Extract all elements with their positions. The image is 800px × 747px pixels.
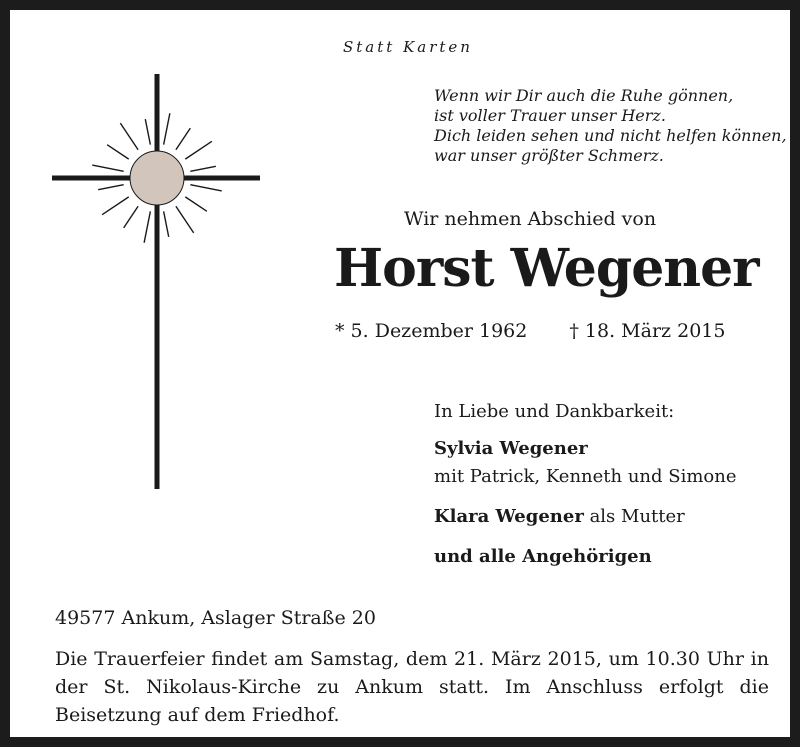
sun-ray <box>164 113 170 144</box>
sun-ray <box>176 206 194 233</box>
address: 49577 Ankum, Aslager Straße 20 <box>55 607 376 629</box>
mourners-heading: In Liebe und Dankbarkeit: <box>434 401 675 422</box>
birth-date: * 5. Dezember 1962 <box>335 320 528 342</box>
sun-ray <box>190 166 216 171</box>
poem-line: war unser größter Schmerz. <box>434 146 664 165</box>
mourner-detail: als Mutter <box>589 506 685 527</box>
sun-ray <box>145 119 150 145</box>
sun-ray <box>124 206 138 228</box>
sun-ray <box>98 185 124 190</box>
sun-ray <box>190 185 221 191</box>
sun-ray <box>185 141 212 159</box>
farewell-intro: Wir nehmen Abschied von <box>404 208 657 230</box>
sun-ray <box>107 145 129 159</box>
death-date: † 18. März 2015 <box>569 320 726 342</box>
mourner-detail: mit Patrick, Kenneth und Simone <box>434 466 737 487</box>
sun-ray <box>92 165 123 171</box>
funeral-announcement: Die Trauerfeier findet am Samstag, dem 21. März 2015, um 10.30 Uhr in der St. Nikolaus-Kirche zu Ankum statt. Im Anschluss erfolgt die Beisetzung auf dem Friedhof. <box>55 648 769 726</box>
sun-ray <box>144 211 150 242</box>
poem <box>434 86 787 166</box>
mourner-entry: und alle Angehörigen <box>434 546 652 567</box>
life-dates <box>335 320 725 342</box>
poem-line: Dich leiden sehen und nicht helfen können, <box>434 126 787 145</box>
mourner-entry <box>434 438 588 459</box>
deceased-name: Horst Wegener <box>334 238 759 299</box>
cross-with-sun-icon <box>50 74 264 494</box>
sun-ray <box>102 197 129 215</box>
sun-ray <box>176 128 190 150</box>
sun-ray <box>164 211 169 237</box>
statt-karten-label: Statt Karten <box>343 38 473 56</box>
poem-line: ist voller Trauer unser Herz. <box>434 106 666 125</box>
mourner-entry <box>434 506 685 527</box>
mourner-name: Sylvia Wegener <box>434 438 588 459</box>
sun-ray <box>185 197 207 211</box>
mourner-name: Klara Wegener <box>434 506 584 527</box>
sun-disc <box>130 151 184 205</box>
sun-ray <box>120 123 138 150</box>
poem-line: Wenn wir Dir auch die Ruhe gönnen, <box>434 86 734 105</box>
